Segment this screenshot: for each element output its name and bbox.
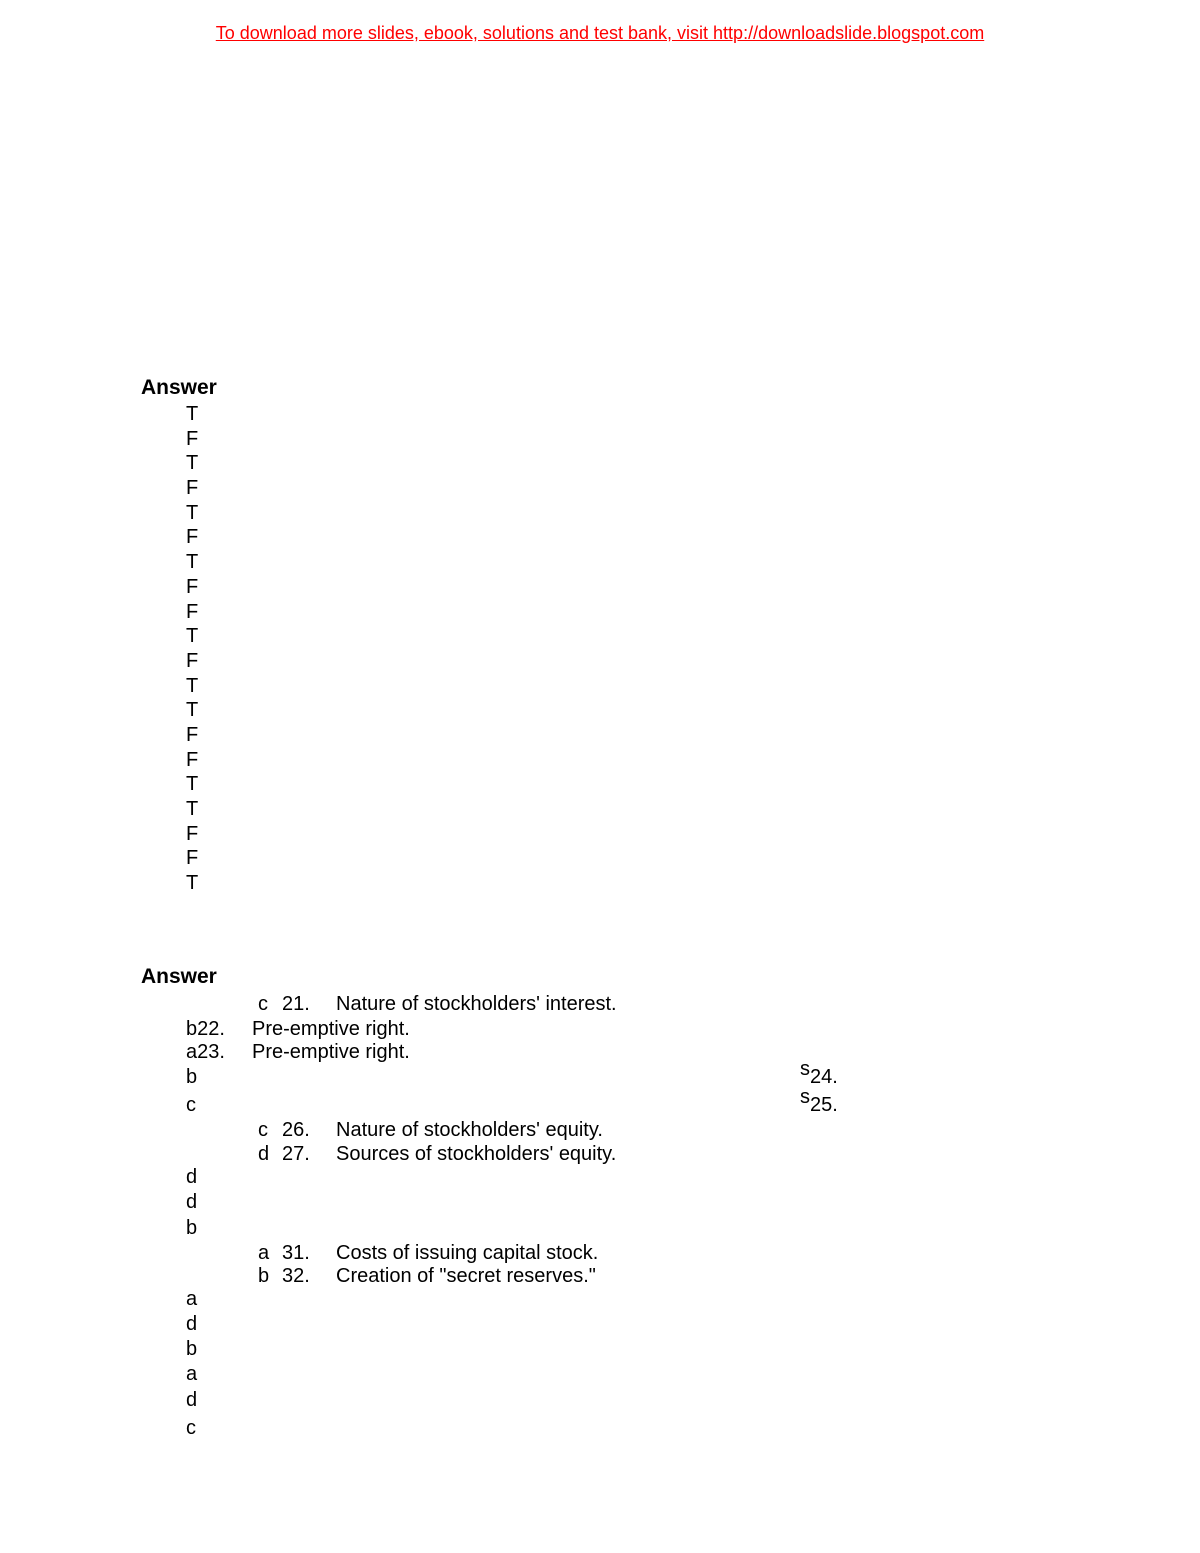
answer-letter: d [258, 1143, 270, 1165]
tf-answer: F [186, 723, 199, 746]
tf-answer: T [186, 674, 199, 697]
question-number: 32. [282, 1265, 310, 1287]
tf-answer: T [186, 625, 199, 648]
tf-answer: F [186, 822, 199, 845]
tf-answer: T [186, 452, 199, 475]
tf-answer: F [186, 427, 199, 450]
answer-letter: a [258, 1242, 270, 1264]
question-number: 26. [282, 1119, 310, 1141]
number-text: 24. [810, 1066, 838, 1088]
tf-answer: T [186, 773, 199, 796]
answer-letter: b [186, 1066, 198, 1088]
answer-heading-1: Answer [141, 376, 217, 399]
question-topic: Nature of stockholders' equity. [336, 1119, 603, 1141]
skill-marker: s [800, 1086, 810, 1108]
mc-answer-28: d [186, 1166, 198, 1188]
number-text: 25. [810, 1094, 838, 1116]
tf-answer: F [186, 526, 199, 549]
answer-heading-2: Answer [141, 965, 217, 988]
answer-letter: c [186, 1094, 196, 1116]
tf-answer: F [186, 649, 199, 672]
tf-answer: T [186, 798, 199, 820]
mc-answer-38: c [186, 1417, 196, 1439]
question-topic: Creation of "secret reserves." [336, 1265, 596, 1287]
download-link[interactable]: To download more slides, ebook, solutions and test bank, visit http://downloadslide.blogspot.com [215, 23, 985, 43]
tf-answer: F [186, 477, 199, 500]
tf-answer: T [186, 872, 199, 895]
question-number: 27. [282, 1143, 310, 1165]
tf-answer: T [186, 699, 199, 722]
answer-letter: b [258, 1265, 270, 1287]
question-number: 21. [282, 993, 310, 1015]
question-number: 31. [282, 1242, 310, 1264]
tf-answer: T [186, 403, 199, 425]
mc-answer-35: b [186, 1338, 198, 1360]
question-number [800, 1086, 838, 1117]
question-topic: Pre-emptive right. [252, 1041, 410, 1063]
question-topic: Costs of issuing capital stock. [336, 1242, 599, 1264]
tf-answer: F [186, 748, 199, 771]
answer-letter: c [258, 993, 268, 1015]
mc-answer-34: d [186, 1313, 198, 1335]
answer-letter: c [258, 1119, 268, 1141]
mc-answer-36: a [186, 1363, 198, 1385]
answer-letter: a23. [186, 1041, 225, 1063]
tf-answer: F [186, 847, 199, 870]
mc-answer-33: a [186, 1288, 198, 1310]
skill-marker: s [800, 1058, 810, 1080]
tf-answer: T [186, 551, 199, 574]
true-false-answer-list [186, 402, 198, 896]
tf-answer: F [186, 575, 199, 598]
download-banner [0, 22, 1200, 44]
mc-answer-30: b [186, 1217, 198, 1239]
question-topic: Pre-emptive right. [252, 1018, 410, 1040]
mc-answer-37: d [186, 1389, 198, 1411]
answer-letter: b22. [186, 1018, 225, 1040]
tf-answer: T [186, 501, 199, 524]
mc-answer-29: d [186, 1191, 198, 1213]
question-topic: Nature of stockholders' interest. [336, 993, 617, 1015]
tf-answer: F [186, 600, 199, 623]
question-topic: Sources of stockholders' equity. [336, 1143, 617, 1165]
